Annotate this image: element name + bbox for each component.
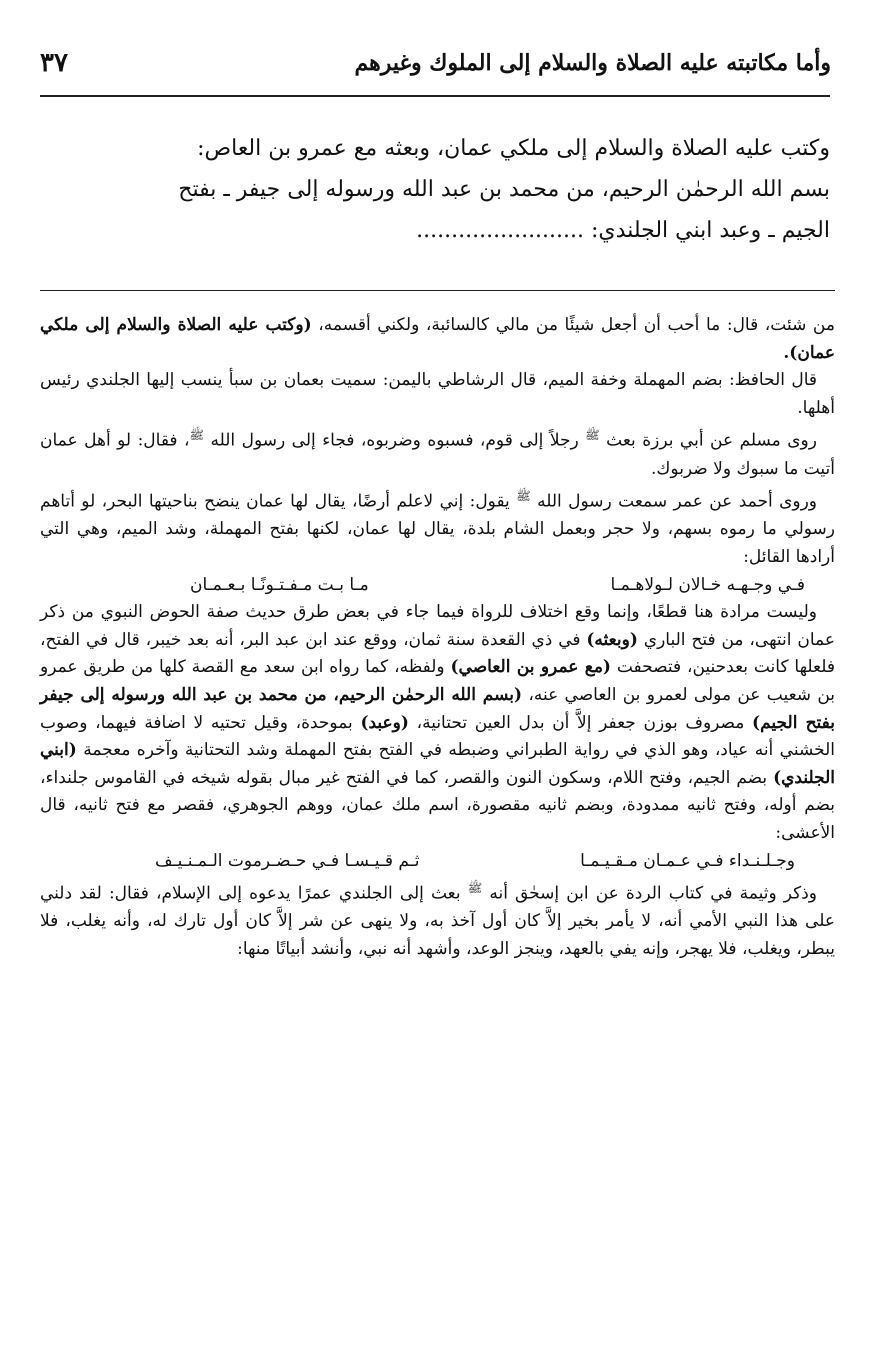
verse-hemistich-first: فـي وجـهـه خـالان لـولاهـمـا — [610, 574, 805, 595]
matn-block — [40, 128, 830, 251]
commentary-paragraph: قال الحافظ: بضم المهملة وخفة الميم، قال الرشاطي باليمن: سميت بعمان بن سبأ ينسب إليها الجلندي رئيس أهلها. — [40, 370, 835, 418]
poetry-verse — [40, 572, 835, 600]
ellipsis-dots: ........................ — [416, 218, 585, 243]
commentary-text: وذكر وثيمة في كتاب الردة عن ابن إسحٰق أنه — [489, 883, 818, 904]
salawat-glyph: ﷺ — [189, 428, 205, 443]
header-rule — [40, 95, 830, 97]
quoted-matn: (وعبد) — [360, 712, 409, 733]
commentary-block — [40, 312, 835, 964]
page-number: ٣٧ — [40, 48, 68, 78]
commentary-text: رجلاً إلى قوم، فسبوه وضربوه، فجاء إلى رسول الله — [210, 431, 579, 452]
matn-line — [40, 210, 830, 251]
commentary-text: بعث إلى الجلندي عمرًا يدعوه إلى الإسلام، فقال: لقد دلني على هذا النبي الأمي أنه، لا يأمر بخير إلاَّ كان أول آخذ به، ولا ينهى عن شر إلاَّ كان أول تارك له، وأنه يغلب، فلا يبطر، ويغلب، فلا يهجر، وإنه يفي بالعهد، وينجز الوعد، وأشهد أنه نبي، وأنشد أبياتًا منها: — [40, 883, 835, 960]
commentary-text: من شئت، قال: ما أحب أن أجعل شيئًا من مالي كالسائبة، ولكني أقسمه، — [318, 315, 835, 335]
matn-line-text: الجيم ـ وعبد ابني الجلندي: — [591, 218, 830, 243]
commentary-text: ، فقال: لو أهل عمان أتيت ما سبوك ولا ضربوك. — [40, 431, 835, 479]
verse-hemistich-first: وجـلـنـداء فـي عـمـان مـقـيـمـا — [580, 850, 795, 871]
matn-line: بسم الله الرحمٰن الرحيم، من محمد بن عبد الله ورسوله إلى جيفر ـ بفتح — [178, 177, 830, 202]
commentary-paragraph — [40, 483, 835, 571]
salawat-glyph: ﷺ — [467, 881, 483, 896]
commentary-text: روى مسلم عن أبي برزة بعث — [606, 431, 817, 452]
verse-hemistich-second: مـا بـت مـفـتـونًـا بـعـمـان — [190, 574, 369, 595]
commentary-paragraph — [40, 422, 835, 483]
running-header-title: وأما مكاتبته عليه الصلاة والسلام إلى الملوك وغيرهم — [354, 50, 831, 76]
commentary-text: وروى أحمد عن عمر سمعت رسول الله — [537, 491, 818, 512]
quoted-matn: (وبعثه) — [586, 629, 638, 650]
poetry-verse — [40, 848, 835, 876]
salawat-glyph: ﷺ — [585, 428, 600, 443]
commentary-paragraph — [40, 599, 835, 847]
quoted-matn: (وكتب عليه الصلاة والسلام إلى ملكي عمان). — [40, 315, 835, 363]
quoted-matn: (بسم الله الرحمٰن الرحيم، من محمد بن عبد الله ورسوله إلى جيفر بفتح الجيم) — [40, 685, 836, 733]
commentary-paragraph — [40, 875, 835, 963]
section-divider — [40, 290, 835, 291]
commentary-text: مصروف بوزن جعفر إلاَّ أن بدل العين تحتانية، — [416, 712, 745, 733]
commentary-text: يقول: إني لاعلم أرضًا، يقال لها عمان ينضح بناحيتها البحر، لو أتاهم رسولي ما رموه بسهم، ولا حجر وبعمل الشام بلدة، يقال لها عمان، لكنها بفتح المهملة، وشد الميم، وهي التي أرادها القائل: — [40, 491, 835, 568]
matn-line: وكتب عليه الصلاة والسلام إلى ملكي عمان، وبعثه مع عمرو بن العاص: — [197, 136, 830, 161]
commentary-text: بضم الجيم، وفتح اللام، وسكون النون والقصر، كما في الفتح غير مبال بقوله شيخه في القاموس جلنداء، بضم أوله، وفتح ثانيه ممدودة، وبضم ثانيه مقصورة، اسم ملك عمان، ووهم الجوهري، فقصر مع فتح ثانيه، قال الأعشى: — [40, 767, 835, 843]
quoted-matn: (مع عمرو بن العاصي) — [450, 657, 611, 678]
commentary-text: بموحدة، وقيل تحتيه لا اضافة فيهما، وصوب الخشني أنه عياد، وهو الذي في رواية الطبراني وضبطه في الفتح بفتح المهملة وشد التحتانية وآخره معجمة — [40, 712, 835, 761]
commentary-text: في ذي القعدة سنة ثمان، ووقع عند ابن عبد البر، أنه بعد خيبر، قال في الفتح، فلعلها كانت بعدحنين، فتصحفت — [40, 629, 836, 678]
verse-hemistich-second: ثـم قـيـسـا فـي حـضـرموت الـمـنـيـف — [155, 850, 420, 871]
quoted-matn: (ابني الجلندي) — [40, 740, 835, 788]
commentary-text: وليست مرادة هنا قطعًا، وإنما وقع اختلاف للرواة فيما جاء في بعض طرق حديث صفة الحوض النبوي من ذكر عمان انتهى، من فتح الباري — [40, 602, 836, 650]
salawat-glyph: ﷺ — [516, 489, 531, 504]
commentary-text: ولفظه، كما رواه ابن سعد مع القصة كلها من طريق عمرو بن شعيب عن مولى لعمرو بن العاصي عنه، — [40, 657, 836, 706]
commentary-paragraph — [40, 312, 835, 367]
